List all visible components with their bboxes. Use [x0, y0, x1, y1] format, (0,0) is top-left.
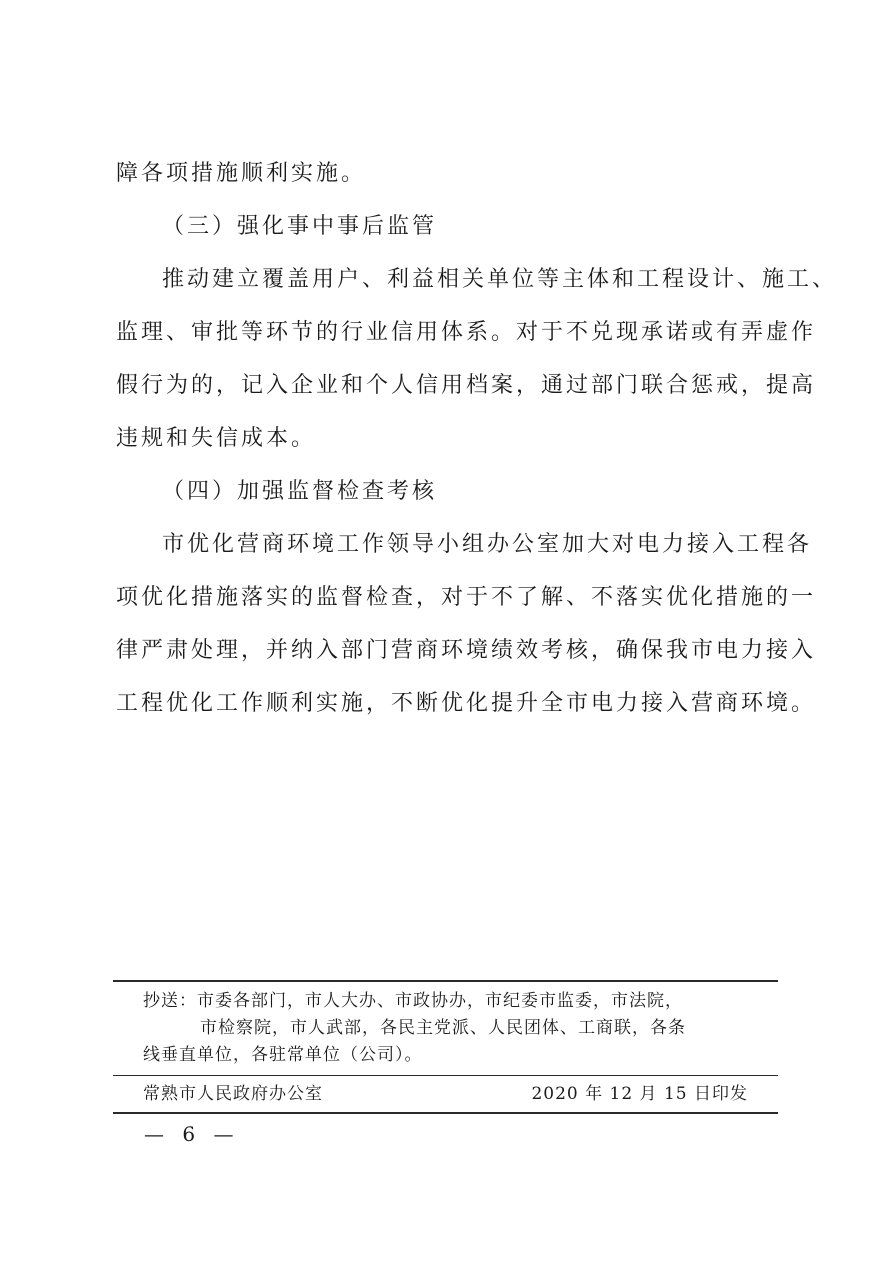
- page-number: — 6 —: [144, 1122, 240, 1146]
- paragraph-line: 监理、审批等环节的行业信用体系。对于不兑现承诺或有弄虚作: [116, 320, 817, 345]
- paragraph-line: 推动建立覆盖用户、利益相关单位等主体和工程设计、施工、: [162, 267, 838, 292]
- document-body: [116, 150, 838, 733]
- section-heading-3: （三）强化事中事后监管: [162, 214, 438, 239]
- issuing-office: 常熟市人民政府办公室: [143, 1084, 323, 1104]
- issue-date: 2020 年 12 月 15 日印发: [531, 1084, 748, 1104]
- issuer-row: [113, 1076, 778, 1112]
- cc-row: [143, 988, 778, 1015]
- section-heading-4: （四）加强监督检查考核: [162, 479, 438, 504]
- cc-label: 抄送：: [143, 991, 197, 1011]
- paragraph-line: 工程优化工作顺利实施，不断优化提升全市电力接入营商环境。: [116, 691, 817, 716]
- cc-recipients: 市委各部门，市人大办、市政协办，市纪委市监委，市法院，: [197, 991, 683, 1011]
- paragraph-line: 假行为的，记入企业和个人信用档案，通过部门联合惩戒，提高: [116, 373, 817, 398]
- paragraph-line: 市优化营商环境工作领导小组办公室加大对电力接入工程各: [162, 532, 813, 557]
- cc-row: 线垂直单位，各驻常单位（公司）。: [143, 1045, 423, 1065]
- document-footer: [113, 980, 778, 1114]
- paragraph-line: 项优化措施落实的监督检查，对于不了解、不落实优化措施的一: [116, 585, 817, 610]
- paragraph-line: 律严肃处理，并纳入部门营商环境绩效考核，确保我市电力接入: [116, 638, 817, 663]
- cc-list: [113, 982, 778, 1075]
- footer-bottom-rule: [113, 1112, 778, 1114]
- cc-row: 市检察院，市人武部，各民主党派、人民团体、工商联，各条: [200, 1018, 686, 1038]
- paragraph-line: 障各项措施顺利实施。: [116, 161, 367, 186]
- paragraph-line: 违规和失信成本。: [116, 426, 317, 451]
